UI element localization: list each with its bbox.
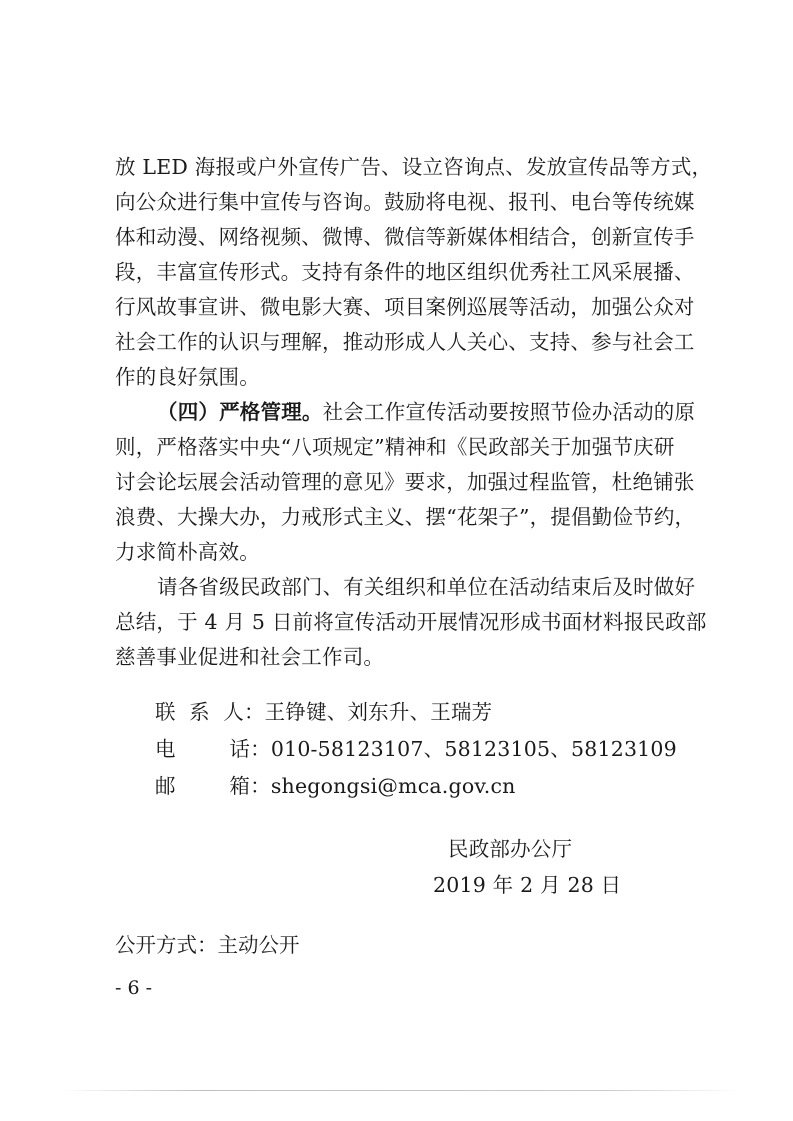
section-line	[157, 397, 695, 427]
body-line: 讨会论坛展会活动管理的意见》要求，加强过程监管，杜绝铺张	[115, 470, 695, 494]
body-line: 总结，于 4 月 5 日前将宣传活动开展情况形成书面材料报民政部	[115, 610, 707, 634]
page-number: - 6 -	[115, 977, 153, 999]
issue-date: 2019 年 2 月 28 日	[433, 873, 622, 897]
contact-phone: 电 话：010-58123107、58123105、58123109	[155, 737, 677, 761]
body-line: 体和动漫、网络视频、微博、微信等新媒体相结合，创新宣传手	[115, 225, 695, 249]
publication-mode: 公开方式：主动公开	[115, 933, 300, 957]
issuing-organization: 民政部办公厅	[448, 837, 573, 861]
body-line: 作的良好氛围。	[115, 365, 260, 389]
section-heading: （四）严格管理。	[157, 400, 323, 424]
body-line: 社会工作的认识与理解，推动形成人人关心、支持、参与社会工	[115, 330, 695, 354]
body-line: 向公众进行集中宣传与咨询。鼓励将电视、报刊、电台等传统媒	[115, 190, 695, 214]
section-text: 社会工作宣传活动要按照节俭办活动的原	[322, 400, 696, 424]
contact-person: 联 系 人：王铮键、刘东升、王瑞芳	[155, 700, 493, 724]
scan-edge-line	[60, 1090, 740, 1091]
contact-email: 邮 箱：shegongsi@mca.gov.cn	[155, 774, 516, 798]
body-line: 放 LED 海报或户外宣传广告、设立咨询点、发放宣传品等方式，	[115, 155, 713, 179]
body-line: 慈善事业促进和社会工作司。	[115, 645, 385, 669]
body-line: 段，丰富宣传形式。支持有条件的地区组织优秀社工风采展播、	[115, 260, 695, 284]
body-line: 浪费、大操大办，力戒形式主义、摆“花架子”，提倡勤俭节约，	[115, 505, 696, 529]
body-line: 力求简朴高效。	[115, 540, 260, 564]
body-line: 请各省级民政部门、有关组织和单位在活动结束后及时做好	[157, 575, 696, 599]
body-line: 行风故事宣讲、微电影大赛、项目案例巡展等活动，加强公众对	[115, 295, 695, 319]
body-line: 则，严格落实中央“八项规定”精神和《民政部关于加强节庆研	[115, 435, 675, 459]
